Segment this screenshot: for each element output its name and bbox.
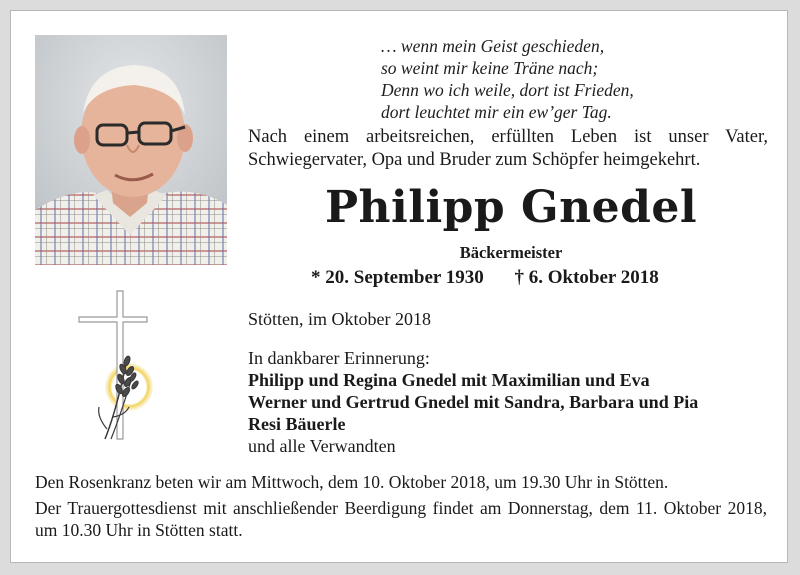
obituary-card	[10, 10, 788, 563]
mourner-line: Resi Bäuerle	[248, 414, 346, 434]
death-date: † 6. Oktober 2018	[514, 267, 659, 288]
poem-line: so weint mir keine Träne nach;	[381, 58, 599, 78]
intro-text: Nach einem arbeitsreichen, erfüllten Leben ist unser Vater, Schwiegervater, Opa und Bruder zum Schöpfer heimgekehrt.	[248, 127, 768, 170]
rosary-notice: Den Rosenkranz beten wir am Mittwoch, dem 10. Oktober 2018, um 19.30 Uhr in Stötten.	[35, 472, 669, 492]
funeral-notice: Der Trauergottesdienst mit anschließender Beerdigung findet am Donnerstag, dem 11. Oktober 2018, um 10.30 Uhr in Stötten statt.	[35, 498, 767, 540]
mourners-closing: und alle Verwandten	[248, 436, 396, 456]
poem	[381, 35, 634, 123]
mourner-line: Philipp und Regina Gnedel mit Maximilian und Eva	[248, 370, 650, 390]
mourner-line: Werner und Gertrud Gnedel mit Sandra, Barbara und Pia	[248, 392, 699, 412]
portrait-photo	[35, 35, 227, 265]
poem-line: … wenn mein Geist geschieden,	[381, 36, 605, 56]
cross-wheat-icon	[77, 289, 167, 454]
poem-line: dort leuchtet mir ein ew’ger Tag.	[381, 102, 612, 122]
birth-date: * 20. September 1930	[311, 267, 484, 288]
deceased-name: Philipp Gnedel	[324, 182, 698, 233]
life-dates	[311, 267, 659, 289]
deceased-profession: Bäckermeister	[459, 243, 563, 262]
mourners-block	[248, 347, 698, 457]
mourners-heading: In dankbarer Erinnerung:	[248, 348, 430, 368]
poem-line: Denn wo ich weile, dort ist Frieden,	[381, 80, 634, 100]
place-date: Stötten, im Oktober 2018	[248, 309, 431, 329]
